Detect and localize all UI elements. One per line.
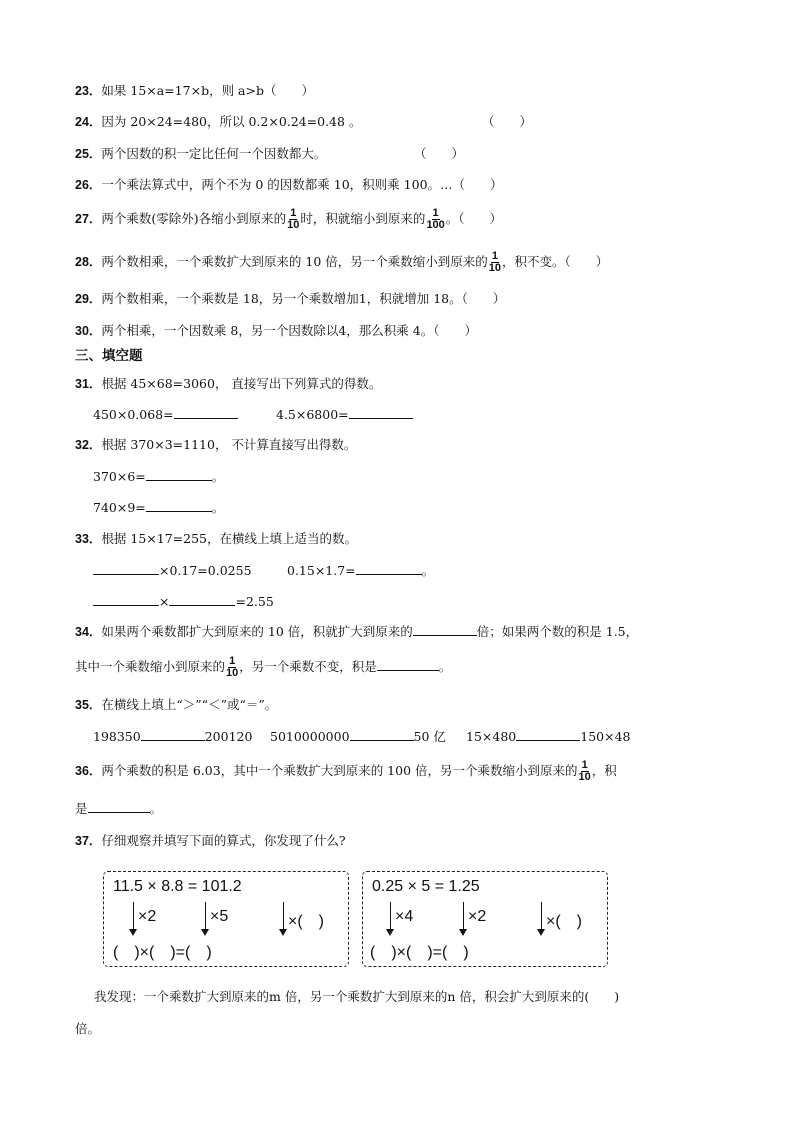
expression-text: 740×9= xyxy=(93,500,146,515)
answer-blank[interactable] xyxy=(146,466,212,481)
fraction xyxy=(579,760,591,783)
question-number: 36． xyxy=(75,764,102,778)
finding-text: 我发现：一个乘数扩大到原来的m 倍，另一个乘数扩大到原来的n 倍，积会扩大到原来的( ) xyxy=(94,989,620,1004)
fraction-numerator: 1 xyxy=(432,207,439,219)
question-number: 33． xyxy=(75,532,102,546)
answer-blank[interactable] xyxy=(413,621,477,636)
period: 。 xyxy=(421,563,435,578)
compare-right: 150×48 xyxy=(580,729,631,744)
answer-blank[interactable] xyxy=(141,726,205,741)
question-text: 两个数相乘，一个乘数扩大到原来的 10 倍，另一个乘数缩小到原来的 xyxy=(101,254,488,269)
down-arrow-icon xyxy=(283,902,284,930)
answer-blank[interactable] xyxy=(88,798,150,813)
question-text: 其中一个乘数缩小到原来的 xyxy=(75,659,226,674)
q33-expression-c xyxy=(93,591,274,613)
question-text: ，积 xyxy=(591,763,617,778)
q32-expression-a xyxy=(93,466,224,488)
expression-text: 450×0.068= xyxy=(93,407,174,422)
question-number: 30． xyxy=(75,324,102,338)
fraction-denominator: 10 xyxy=(226,667,239,679)
question-text: 两个相乘，一个因数乘 8，另一个因数除以4，那么积乘 4。（ ） xyxy=(101,323,477,338)
section-heading: 三、填空题 xyxy=(75,348,143,363)
fraction-numerator: 1 xyxy=(581,759,588,771)
question-30 xyxy=(75,320,477,342)
question-number: 27． xyxy=(75,212,102,226)
fraction xyxy=(226,656,238,679)
q35-compare-b xyxy=(270,726,446,748)
question-number: 34． xyxy=(75,625,102,639)
question-number: 29． xyxy=(75,292,102,306)
finding-text-end: 倍。 xyxy=(75,1021,101,1036)
question-text: 因为 20×24=480，所以 0.2×0.24=0.48 。 xyxy=(101,114,362,129)
question-26 xyxy=(75,174,503,196)
period: 。 xyxy=(211,500,225,515)
question-34-line2 xyxy=(75,656,451,679)
answer-blank[interactable] xyxy=(356,560,422,575)
question-text: 如果 15×a=17×b，则 a>b（ ） xyxy=(101,83,314,98)
expression-text: 4.5×6800= xyxy=(276,407,349,422)
question-25 xyxy=(75,143,326,165)
q35-compare-a xyxy=(93,726,252,748)
question-number: 35． xyxy=(75,698,102,712)
fraction xyxy=(426,208,444,231)
question-text: 两个数相乘，一个乘数是 18，另一个乘数增加1，积就增加 18。（ ） xyxy=(101,291,506,306)
down-arrow-icon xyxy=(133,902,134,930)
answer-blank[interactable] xyxy=(350,726,414,741)
compare-left: 198350 xyxy=(93,729,141,744)
down-arrow-icon xyxy=(541,902,542,930)
question-text: 根据 370×3=1110， 不计算直接写出得数。 xyxy=(101,437,357,452)
expression-text: ×0.17=0.0255 xyxy=(159,563,252,578)
box2-multiplier-2: ×2 xyxy=(468,908,487,925)
expression-text: 0.15×1.7= xyxy=(287,563,356,578)
question-number: 24． xyxy=(75,115,102,129)
question-text: 根据 45×68=3060， 直接写出下列算式的得数。 xyxy=(101,376,382,391)
question-text: 两个因数的积一定比任何一个因数都大。 xyxy=(101,146,327,161)
fraction-denominator: 100 xyxy=(426,219,445,231)
question-36 xyxy=(75,760,617,783)
question-number: 32． xyxy=(75,438,102,452)
question-34 xyxy=(75,621,638,643)
question-text: ，积不变。（ ） xyxy=(502,254,609,269)
question-31 xyxy=(75,373,381,395)
fraction-numerator: 1 xyxy=(229,655,236,667)
answer-blank[interactable] xyxy=(174,404,238,419)
question-text: 如果两个乘数都扩大到原来的 10 倍，积就扩大到原来的 xyxy=(101,624,413,639)
box2-multiplier-3[interactable]: ×( ) xyxy=(546,913,583,930)
answer-blank[interactable] xyxy=(349,404,413,419)
q33-expression-b xyxy=(287,560,434,582)
question-35 xyxy=(75,694,277,716)
q31-expression-b xyxy=(276,404,413,426)
compare-right: 200120 xyxy=(204,729,253,744)
box1-result-row[interactable]: ( )×( )=( ) xyxy=(113,944,212,961)
compare-right: 50 亿 xyxy=(413,729,446,744)
compare-left: 15×480 xyxy=(466,729,517,744)
q32-expression-b xyxy=(93,497,224,519)
expression-text: 370×6= xyxy=(93,469,146,484)
answer-blank[interactable] xyxy=(93,591,159,606)
question-text: 是 xyxy=(75,801,88,816)
question-number: 23． xyxy=(75,84,102,98)
times-sign: × xyxy=(159,594,170,609)
period: 。 xyxy=(149,801,163,816)
fraction-denominator: 10 xyxy=(488,262,502,274)
question-text: 两个乘数(零除外)各缩小到原来的 xyxy=(101,211,287,226)
question-text: 。（ ） xyxy=(445,211,503,226)
question-number: 31． xyxy=(75,377,102,391)
expression-text: =2.55 xyxy=(235,594,274,609)
period: 。 xyxy=(211,469,225,484)
question-text: ，另一个乘数不变，积是 xyxy=(239,659,377,674)
compare-left: 5010000000 xyxy=(270,729,350,744)
q31-expression-a xyxy=(93,404,238,426)
question-29 xyxy=(75,288,505,310)
box2-result-row[interactable]: ( )×( )=( ) xyxy=(370,944,469,961)
question-27 xyxy=(75,208,502,231)
question-text: 仔细观察并填写下面的算式，你发现了什么? xyxy=(101,833,346,848)
question-text: 一个乘法算式中，两个不为 0 的因数都乘 10，积则乘 100。…（ ） xyxy=(101,177,503,192)
period: 。 xyxy=(438,659,452,674)
question-number: 25． xyxy=(75,147,102,161)
box1-multiplier-2: ×5 xyxy=(210,908,229,925)
question-text: 时，积就缩小到原来的 xyxy=(300,211,426,226)
answer-blank[interactable] xyxy=(93,560,159,575)
q35-compare-c xyxy=(466,726,631,748)
fraction-denominator: 10 xyxy=(578,771,591,783)
question-23 xyxy=(75,80,314,102)
down-arrow-icon xyxy=(205,902,206,930)
question-text: 根据 15×17=255，在横线上填上适当的数。 xyxy=(101,531,357,546)
question-36-line2 xyxy=(75,798,162,820)
box2-equation: 0.25 × 5 = 1.25 xyxy=(372,878,480,895)
fraction xyxy=(489,251,501,274)
question-32 xyxy=(75,434,356,456)
question-number: 28． xyxy=(75,255,102,269)
answer-blank[interactable] xyxy=(516,726,580,741)
fraction-denominator: 10 xyxy=(287,219,300,231)
question-text: 两个乘数的积是 6.03，其中一个乘数扩大到原来的 100 倍，另一个乘数缩小到原来的 xyxy=(101,763,578,778)
question-37 xyxy=(75,830,346,852)
box2-multiplier-1: ×4 xyxy=(395,908,414,925)
down-arrow-icon xyxy=(390,902,391,930)
fraction-numerator: 1 xyxy=(290,207,297,219)
down-arrow-icon xyxy=(463,902,464,930)
answer-blank[interactable] xyxy=(377,656,439,671)
box1-multiplier-1: ×2 xyxy=(138,908,157,925)
answer-blank[interactable] xyxy=(169,591,235,606)
box1-multiplier-3[interactable]: ×( ) xyxy=(288,913,325,930)
fraction xyxy=(287,208,299,231)
question-number: 26． xyxy=(75,178,102,192)
answer-paren-24[interactable]: （ ） xyxy=(482,114,533,129)
box1-equation: 11.5 × 8.8 = 101.2 xyxy=(113,878,242,895)
answer-paren-25[interactable]: （ ） xyxy=(414,146,465,161)
question-number: 37． xyxy=(75,834,102,848)
question-33 xyxy=(75,528,357,550)
question-24 xyxy=(75,111,361,133)
answer-blank[interactable] xyxy=(146,497,212,512)
question-text: 倍；如果两个数的积是 1.5， xyxy=(476,624,639,639)
question-28 xyxy=(75,251,608,274)
q33-expression-a xyxy=(93,560,252,582)
question-text: 在横线上填上“＞”“＜”或“＝”。 xyxy=(101,697,278,712)
fraction-numerator: 1 xyxy=(491,250,498,262)
